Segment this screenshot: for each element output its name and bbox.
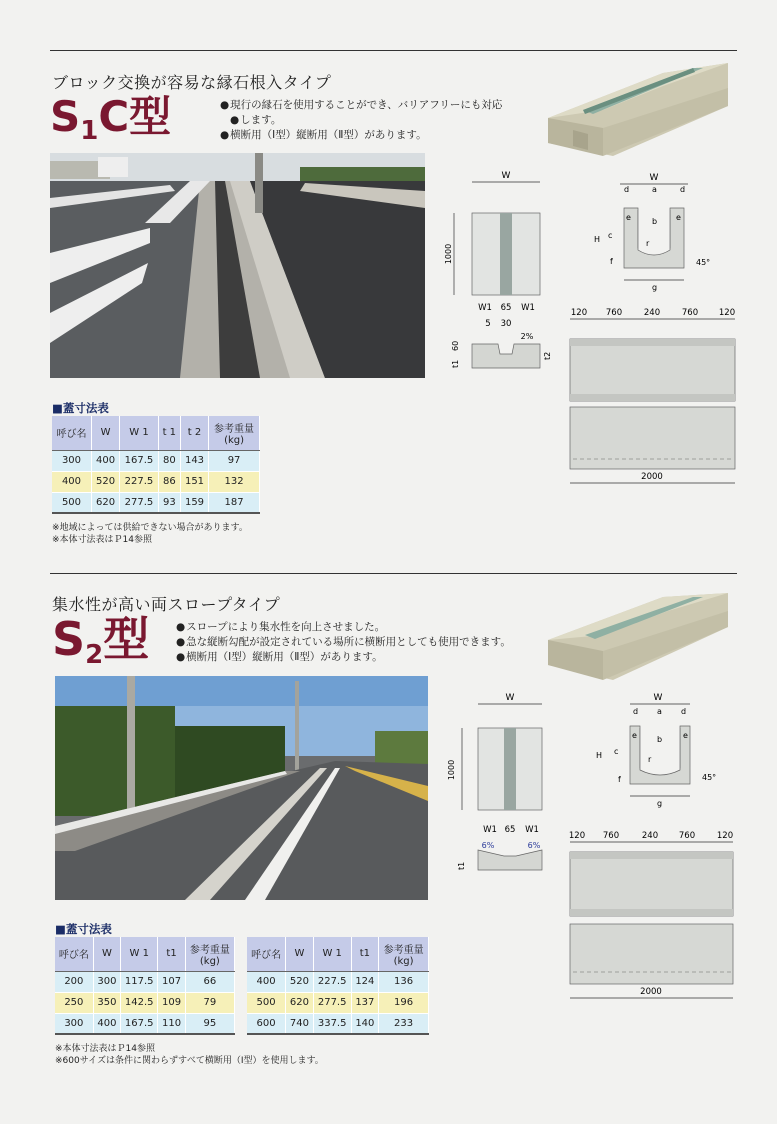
- table-cell: 143: [180, 450, 208, 471]
- s2-top-120b: 120: [716, 831, 734, 841]
- top-rule: [50, 50, 737, 51]
- table-cell: 227.5: [120, 471, 159, 492]
- s1c-title: $S_1C$型: [50, 92, 172, 146]
- s1c-sec-h: H: [594, 235, 601, 244]
- table-row: [55, 992, 235, 1013]
- s1c-sec-f: f: [610, 257, 613, 266]
- s1c-dim-65: 65: [500, 303, 512, 313]
- s2-top-120a: 120: [568, 831, 586, 841]
- s2-note-1: ※本体寸法表はＰ14参照: [55, 1044, 155, 1054]
- s2-spec-table-right: [247, 937, 429, 1035]
- s1c-dim-t1: t1: [451, 359, 460, 368]
- s2-dim-65: 65: [504, 825, 516, 835]
- table-cell: 109: [158, 992, 185, 1013]
- table-cell: 140: [351, 1013, 379, 1034]
- s2-dim-slope2: 6%: [527, 841, 541, 850]
- s1c-header-0: 呼び名: [52, 416, 91, 450]
- s1c-sec-e1: e: [626, 213, 631, 222]
- s1c-top-120b: 120: [718, 308, 736, 318]
- s2-plan-diagram: [440, 690, 550, 880]
- s1c-header-3: t 1: [158, 416, 180, 450]
- table-row: [52, 492, 260, 513]
- s2l-header-2: W 1: [121, 937, 158, 971]
- table-cell: 86: [158, 471, 180, 492]
- table-cell: 132: [209, 471, 260, 492]
- s2-notes: [55, 1043, 324, 1067]
- table-cell: 117.5: [121, 971, 158, 992]
- s1c-sec-e2: e: [676, 213, 681, 222]
- s2-sec-b: b: [657, 735, 663, 744]
- table-cell: 277.5: [313, 992, 351, 1013]
- s1c-sec-r: r: [646, 239, 650, 248]
- s1c-dim-w: W: [501, 171, 511, 181]
- table-cell: 400: [91, 450, 119, 471]
- s1c-top-760b: 760: [681, 308, 699, 318]
- table-cell: 337.5: [313, 1013, 351, 1034]
- s2l-header-4: 参考重量 (kg): [185, 937, 234, 971]
- s2l-header-3: t1: [158, 937, 185, 971]
- s2-dim-w1b: W1: [525, 825, 539, 835]
- s1c-header-4: t 2: [180, 416, 208, 450]
- s1c-sec-d2: d: [680, 185, 686, 194]
- s2-sec-a: a: [657, 707, 662, 716]
- s2-note-2: ※600サイズは条件に関わらずすべて横断用（Ⅰ型）を使用します。: [55, 1056, 324, 1066]
- s2-bullet-3: ● 横断用（Ⅰ型）縦断用（Ⅱ型）があります。: [176, 650, 556, 665]
- table-cell: 66: [185, 971, 234, 992]
- s2-sec-g: g: [657, 799, 663, 808]
- s1c-top-120a: 120: [570, 308, 588, 318]
- s2-sec-d1: d: [633, 707, 639, 716]
- table-cell: 80: [158, 450, 180, 471]
- s1c-sec-45: 45°: [696, 258, 711, 267]
- table-row: [52, 471, 260, 492]
- s1c-subtitle: ブロック交換が容易な縁石根入タイプ: [52, 73, 332, 92]
- table-cell: 200: [55, 971, 93, 992]
- s1c-dim-30: 30: [500, 319, 512, 329]
- table-cell: 300: [93, 971, 120, 992]
- s2-spec-table-left: [55, 937, 235, 1035]
- s1c-top-760a: 760: [605, 308, 623, 318]
- s2-bullets: [176, 620, 556, 665]
- s1c-header-5: 参考重量 (kg): [209, 416, 260, 450]
- table-cell: 136: [379, 971, 429, 992]
- s1c-sec-b: b: [652, 217, 658, 226]
- s1c-header-1: W: [91, 416, 119, 450]
- s1c-bullet-2: ● します。: [220, 113, 540, 128]
- s2-sec-r: r: [648, 755, 652, 764]
- table-cell: 620: [91, 492, 119, 513]
- table-cell: 520: [286, 971, 314, 992]
- table-cell: 187: [209, 492, 260, 513]
- s2-dim-slope1: 6%: [481, 841, 495, 850]
- table-cell: 300: [52, 450, 91, 471]
- s1c-dim-t2: t2: [543, 351, 552, 360]
- s1c-sec-w: W: [649, 173, 659, 183]
- s2-sec-45: 45°: [702, 773, 717, 782]
- s2-top-760a: 760: [602, 831, 620, 841]
- s1c-spec-table: [52, 416, 260, 514]
- s1c-table-title: ■蓋寸法表: [52, 401, 109, 415]
- s2-dim-w: W: [505, 693, 515, 703]
- table-cell: 740: [286, 1013, 314, 1034]
- table-cell: 167.5: [121, 1013, 158, 1034]
- table-row: [55, 1013, 235, 1034]
- s2r-header-3: t1: [351, 937, 379, 971]
- table-cell: 520: [91, 471, 119, 492]
- table-cell: 400: [93, 1013, 120, 1034]
- table-cell: 400: [52, 471, 91, 492]
- s1c-header-2: W 1: [120, 416, 159, 450]
- s2-sec-e1: e: [632, 731, 637, 740]
- table-cell: 500: [247, 992, 286, 1013]
- s1c-dim-w1a: W1: [478, 303, 492, 313]
- s2-sec-d2: d: [681, 707, 687, 716]
- s1c-sec-d1: d: [624, 185, 630, 194]
- table-cell: 227.5: [313, 971, 351, 992]
- table-cell: 110: [158, 1013, 185, 1034]
- table-cell: 142.5: [121, 992, 158, 1013]
- table-cell: 620: [286, 992, 314, 1013]
- s2-sec-c: c: [614, 747, 619, 756]
- s1c-len-2000: 2000: [641, 472, 663, 482]
- s1c-note-2: ※本体寸法表はＰ14参照: [52, 535, 152, 545]
- table-cell: 300: [55, 1013, 93, 1034]
- s1c-road-photo: [50, 153, 425, 378]
- s2-subtitle: 集水性が高い両スロープタイプ: [52, 595, 281, 614]
- middle-rule: [50, 573, 737, 574]
- s1c-notes: [52, 522, 248, 546]
- table-row: [247, 992, 429, 1013]
- table-cell: 600: [247, 1013, 286, 1034]
- s1c-sec-g: g: [652, 283, 658, 292]
- table-cell: 107: [158, 971, 185, 992]
- s1c-dim-1000: 1000: [444, 243, 453, 265]
- table-cell: 151: [180, 471, 208, 492]
- s1c-block-render: [543, 58, 733, 163]
- table-cell: 93: [158, 492, 180, 513]
- s1c-dim-w1b: W1: [521, 303, 535, 313]
- s1c-top-240: 240: [643, 308, 661, 318]
- s2-bullet-2: ● 急な縦断勾配が設定されている場所に横断用としても使用できます。: [176, 635, 556, 650]
- table-cell: 500: [52, 492, 91, 513]
- s2-elevation-diagram: [565, 828, 740, 1003]
- s2r-header-4: 参考重量 (kg): [379, 937, 429, 971]
- table-cell: 97: [209, 450, 260, 471]
- table-cell: 233: [379, 1013, 429, 1034]
- table-cell: 79: [185, 992, 234, 1013]
- s2-section-diagram: [580, 690, 730, 810]
- table-cell: 167.5: [120, 450, 159, 471]
- table-cell: 196: [379, 992, 429, 1013]
- s2-sec-f: f: [618, 775, 621, 784]
- s1c-note-1: ※地域によっては供給できない場合があります。: [52, 523, 248, 533]
- s1c-plan-diagram: [440, 168, 550, 378]
- table-cell: 159: [180, 492, 208, 513]
- s2-table-title: ■蓋寸法表: [55, 922, 112, 936]
- s2-bullet-1: ● スロープにより集水性を向上させました。: [176, 620, 556, 635]
- table-row: [247, 971, 429, 992]
- table-cell: 95: [185, 1013, 234, 1034]
- s2-title: $S_2$型: [52, 612, 150, 670]
- s2l-header-0: 呼び名: [55, 937, 93, 971]
- table-cell: 250: [55, 992, 93, 1013]
- s2-block-render: [543, 585, 733, 685]
- table-cell: 350: [93, 992, 120, 1013]
- s1c-bullets: [220, 98, 540, 143]
- s2-sec-e2: e: [683, 731, 688, 740]
- s2-top-240: 240: [641, 831, 659, 841]
- s2r-header-1: W: [286, 937, 314, 971]
- s2-top-760b: 760: [678, 831, 696, 841]
- table-cell: 137: [351, 992, 379, 1013]
- table-cell: 400: [247, 971, 286, 992]
- s1c-sec-c: c: [608, 231, 613, 240]
- s2-road-photo: [55, 676, 428, 900]
- s2-sec-h: H: [596, 751, 603, 760]
- s1c-dim-5: 5: [485, 319, 491, 329]
- table-row: [55, 971, 235, 992]
- s2-dim-1000: 1000: [447, 759, 456, 781]
- s2-dim-w1a: W1: [483, 825, 497, 835]
- s2-len-2000: 2000: [640, 987, 662, 997]
- s1c-dim-slope: 2%: [520, 332, 534, 341]
- s2-sec-w: W: [653, 693, 663, 703]
- s2r-header-2: W 1: [313, 937, 351, 971]
- s1c-elevation-diagram: [565, 305, 740, 490]
- s1c-section-diagram: [580, 168, 730, 293]
- s1c-dim-60: 60: [451, 340, 460, 351]
- table-cell: 277.5: [120, 492, 159, 513]
- s1c-bullet-1: ● 現行の縁石を使用することができ、バリアフリーにも対応: [220, 98, 540, 113]
- s1c-sec-a: a: [652, 185, 657, 194]
- table-cell: 124: [351, 971, 379, 992]
- table-row: [247, 1013, 429, 1034]
- s2r-header-0: 呼び名: [247, 937, 286, 971]
- s2-dim-t1: t1: [457, 861, 466, 870]
- s2l-header-1: W: [93, 937, 120, 971]
- s1c-bullet-3: ● 横断用（Ⅰ型）縦断用（Ⅱ型）があります。: [220, 128, 540, 143]
- table-row: [52, 450, 260, 471]
